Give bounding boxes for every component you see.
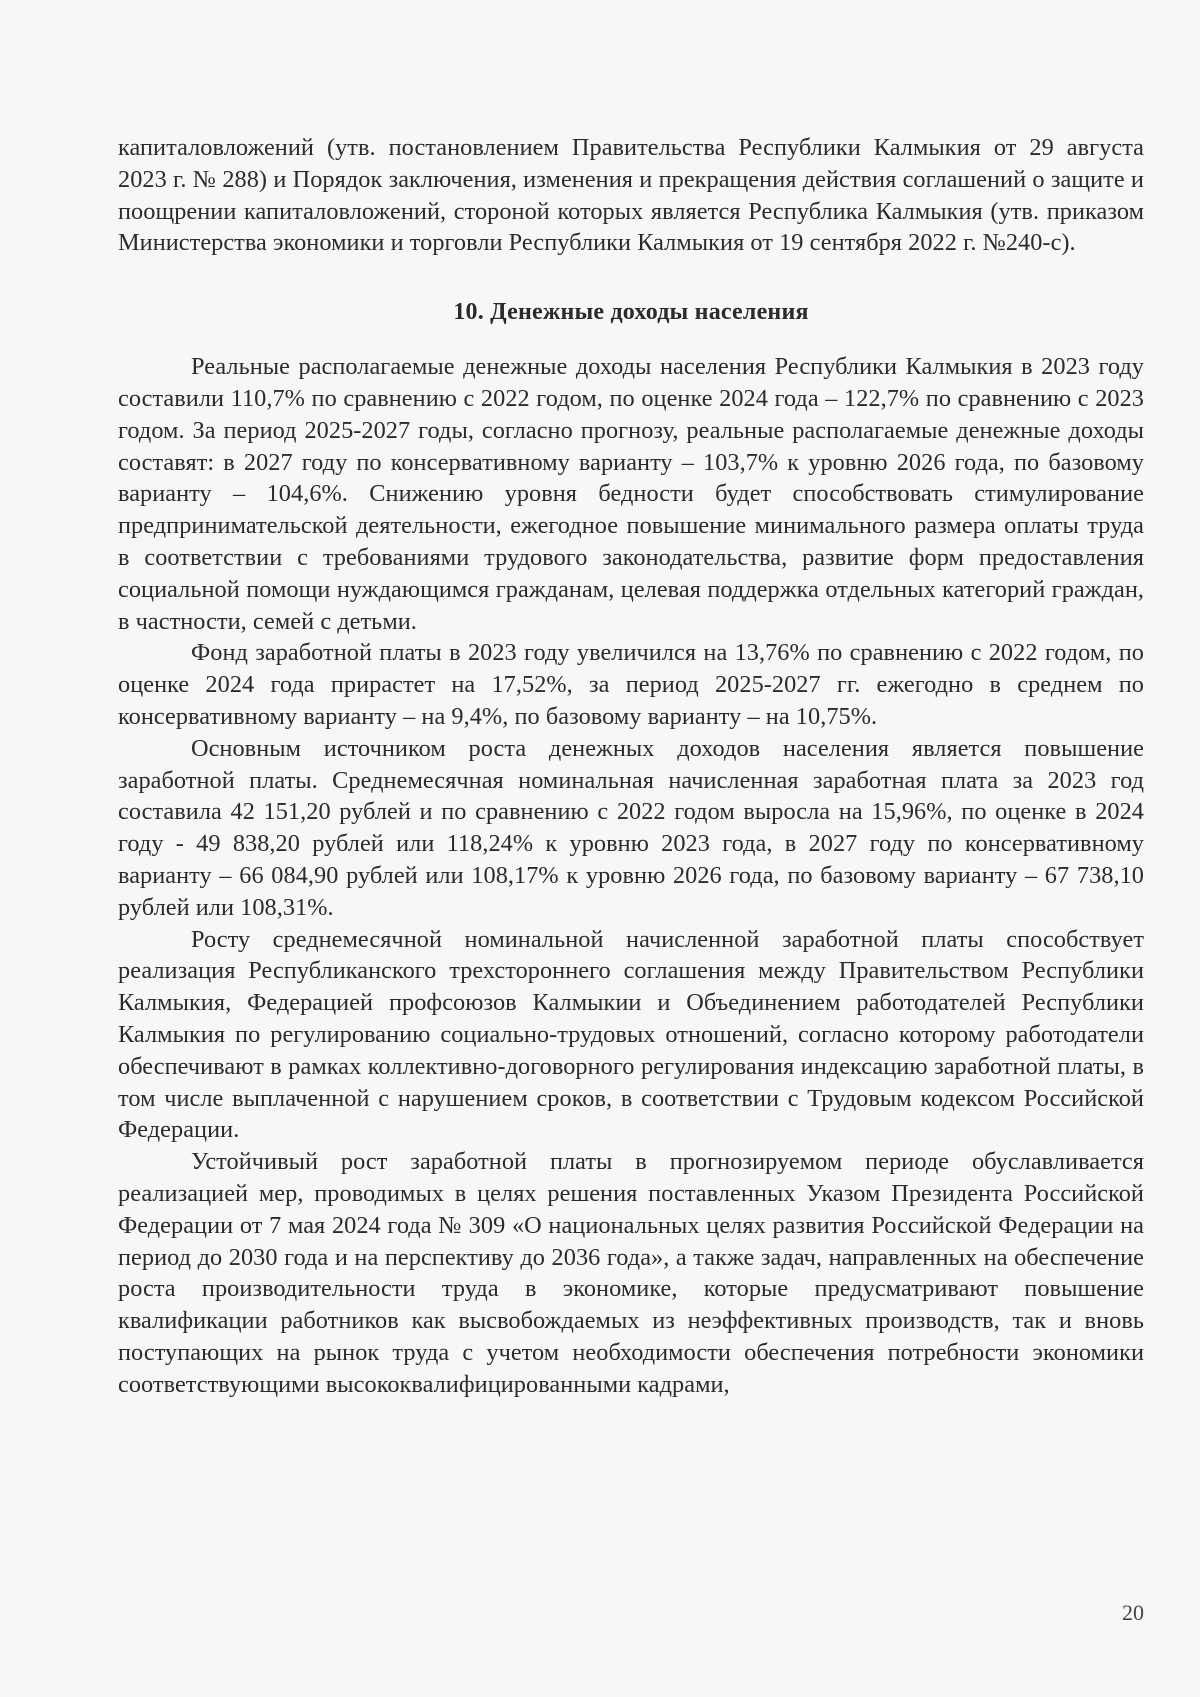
page-number: 20 <box>1122 1600 1144 1625</box>
intro-paragraph: капиталовложений (утв. постановлением Правительства Республики Калмыкия от 29 августа 2023 г. № 288) и Порядок заключения, изменения и прекращения действия соглашений о защите и поощрении капиталовложений, стороной которых является Республика Калмыкия (утв. приказом Министерства экономики и торговли Республики Калмыкия от 19 сентября 2022 г. №240-с). <box>118 134 1144 257</box>
paragraph-wage-growth: Устойчивый рост заработной платы в прогнозируемом периоде обуславливается реализацией мер, проводимых в целях решения поставленных Указом Президента Российской Федерации от 7 мая 2024 года № 309 «О национальных целях развития Российской Федерации на период до 2030 года и на перспективу до 2036 года», а также задач, направленных на обеспечение роста производительности труда в экономике, которые предусматривают повышение квалификации работников как высвобождаемых из неэффективных производств, так и вновь поступающих на рынок труда с учетом необходимости обеспечения потребности экономики соответствующими высококвалифицированными кадрами, <box>118 1148 1144 1398</box>
paragraph-tripartite-agreement: Росту среднемесячной номинальной начисленной заработной платы способствует реализация Республиканского трехстороннего соглашения между Правительством Республики Калмыкия, Федерацией профсоюзов Калмыкии и Объединением работодателей Республики Калмыкия по регулированию социально-трудовых отношений, согласно которому работодатели обеспечивают в рамках коллективно-договорного регулирования индексацию заработной платы, в том числе выплаченной с нарушением сроков, в соответствии с Трудовым кодексом Российской Федерации. <box>118 925 1144 1144</box>
paragraph-average-wage: Основным источником роста денежных доходов населения является повышение заработной платы. Среднемесячная номинальная начисленная заработная плата за 2023 год составила 42 151,20 рублей и по сравнению с 2022 годом выросла на 15,96%, по оценке в 2024 году - 49 838,20 рублей или 118,24% к уровню 2023 года, в 2027 году по консервативному варианту – 66 084,90 рублей или 108,17% к уровню 2026 года, по базовому варианту – 67 738,10 рублей или 108,31%. <box>118 734 1144 921</box>
paragraph-real-incomes: Реальные располагаемые денежные доходы населения Республики Калмыкия в 2023 году составили 110,7% по сравнению с 2022 годом, по оценке 2024 года – 122,7% по сравнению с 2023 годом. За период 2025-2027 годы, согласно прогнозу, реальные располагаемые денежные доходы составят: в 2027 году по консервативному варианту – 103,7% к уровню 2026 года, по базовому варианту – 104,6%. Снижению уровня бедности будет способствовать стимулирование предпринимательской деятельности, ежегодное повышение минимального размера оплаты труда в соответствии с требованиями трудового законодательства, развитие форм предоставления социальной помощи нуждающимся гражданам, целевая поддержка отдельных категорий граждан, в частности, семей с детьми. <box>118 353 1144 635</box>
section-heading: 10. Денежные доходы населения <box>453 299 809 326</box>
page-content <box>118 132 1144 1400</box>
paragraph-wage-fund: Фонд заработной платы в 2023 году увеличился на 13,76% по сравнению с 2022 годом, по оценке 2024 года прирастет на 17,52%, за период 2025-2027 гг. ежегодно в среднем по консервативному варианту – на 9,4%, по базовому варианту – на 10,75%. <box>118 639 1144 730</box>
